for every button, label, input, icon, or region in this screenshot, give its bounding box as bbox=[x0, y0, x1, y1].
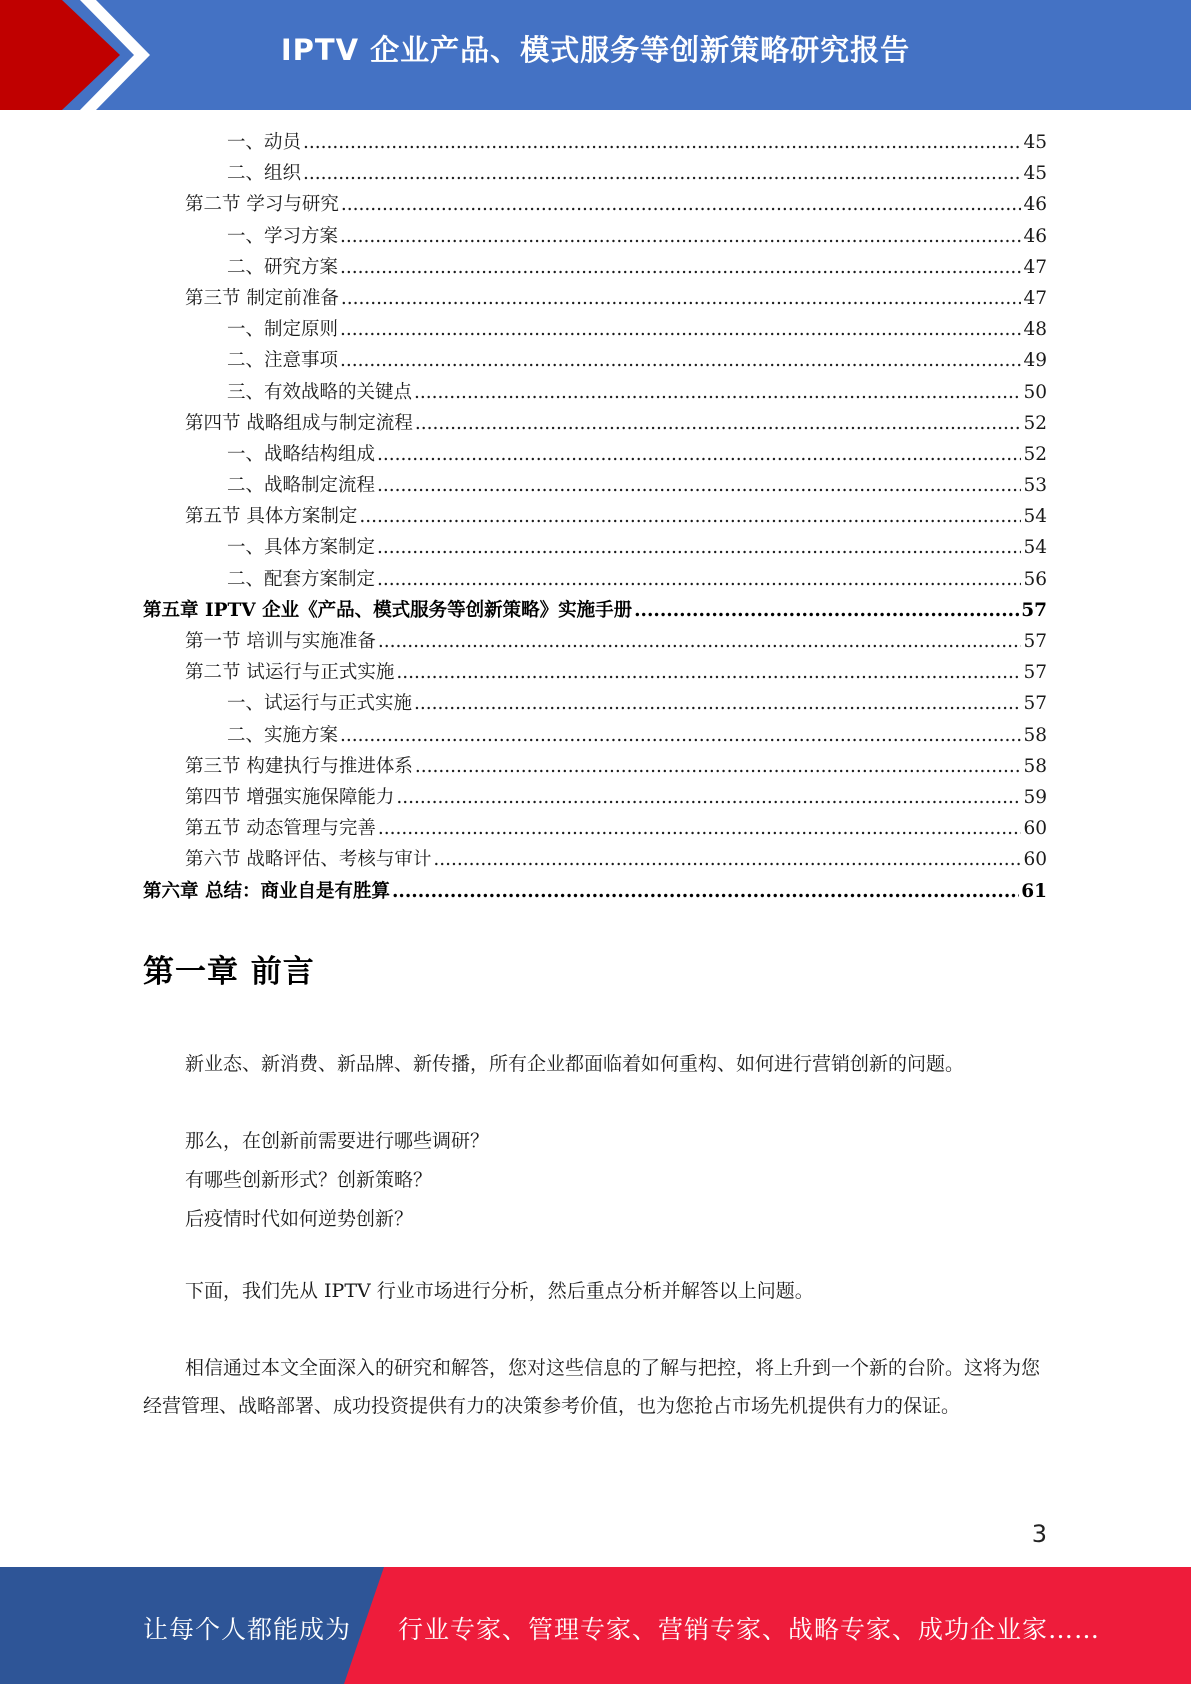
toc-entry-page: 58 bbox=[1023, 724, 1047, 746]
toc-entry-page: 46 bbox=[1023, 194, 1047, 216]
toc-leader-dots bbox=[377, 532, 1021, 563]
toc-entry[interactable] bbox=[143, 532, 1047, 563]
toc-leader-dots bbox=[392, 876, 1019, 907]
toc-entry-page: 46 bbox=[1023, 225, 1047, 247]
footer-slogan-right: 行业专家、管理专家、营销专家、战略专家、成功企业家…… bbox=[398, 1615, 1101, 1644]
toc-entry-label: 一、制定原则 bbox=[227, 319, 339, 341]
toc-leader-dots bbox=[634, 595, 1019, 626]
toc-leader-dots bbox=[340, 720, 1021, 751]
toc-entry-page: 54 bbox=[1023, 506, 1047, 528]
toc-entry[interactable] bbox=[143, 252, 1047, 283]
toc-entry-page: 47 bbox=[1023, 287, 1047, 309]
toc-entry-label: 第三节 构建执行与推进体系 bbox=[185, 755, 413, 777]
toc-entry-label: 第一节 培训与实施准备 bbox=[185, 631, 376, 652]
toc-entry[interactable] bbox=[143, 595, 1047, 626]
toc-entry-page: 57 bbox=[1023, 662, 1047, 684]
analysis-paragraph: 下面，我们先从 IPTV 行业市场进行分析，然后重点分析并解答以上问题。 bbox=[185, 1280, 814, 1302]
toc-entry-label: 第五节 具体方案制定 bbox=[185, 506, 358, 528]
toc-leader-dots bbox=[415, 408, 1022, 439]
question-line: 那么，在创新前需要进行哪些调研？ bbox=[185, 1130, 490, 1152]
toc-leader-dots bbox=[377, 564, 1021, 595]
toc-entry-label: 二、实施方案 bbox=[227, 724, 339, 746]
toc-entry-page: 45 bbox=[1023, 132, 1047, 153]
toc-entry-page: 56 bbox=[1023, 568, 1047, 590]
toc-entry-label: 第四节 战略组成与制定流程 bbox=[185, 412, 413, 434]
toc-entry-label: 一、战略结构组成 bbox=[227, 443, 376, 465]
toc-entry[interactable] bbox=[143, 345, 1047, 376]
toc-entry-label: 第五节 动态管理与完善 bbox=[185, 818, 376, 840]
toc-leader-dots bbox=[377, 470, 1021, 501]
toc-entry-page: 60 bbox=[1023, 849, 1047, 871]
toc-entry[interactable] bbox=[143, 688, 1047, 719]
toc-entry-page: 59 bbox=[1023, 786, 1047, 808]
toc-leader-dots bbox=[341, 189, 1022, 220]
toc-entry-page: 61 bbox=[1021, 880, 1047, 902]
toc-entry-page: 47 bbox=[1023, 256, 1047, 278]
toc-entry-label: 二、战略制定流程 bbox=[227, 475, 376, 497]
toc-entry-label: 一、试运行与正式实施 bbox=[227, 693, 413, 715]
toc-entry-page: 48 bbox=[1023, 319, 1047, 341]
toc-entry-label: 一、具体方案制定 bbox=[227, 537, 376, 559]
toc-entry-page: 58 bbox=[1023, 755, 1047, 777]
conclusion-paragraph: 相信通过本文全面深入的研究和解答，您对这些信息的了解与把控，将上升到一个新的台阶。这将为您经营管理、战略部署、成功投资提供有力的决策参考价值，也为您抢占市场先机提供有力的保证。 bbox=[143, 1357, 1041, 1417]
toc-entry[interactable] bbox=[143, 283, 1047, 314]
toc-leader-dots bbox=[378, 626, 1022, 657]
toc-entry-label: 二、注意事项 bbox=[227, 350, 339, 372]
toc-leader-dots bbox=[340, 345, 1021, 376]
toc-leader-dots bbox=[359, 501, 1021, 532]
toc-leader-dots bbox=[303, 127, 1021, 158]
question-line: 后疫情时代如何逆势创新？ bbox=[185, 1208, 414, 1230]
toc-leader-dots bbox=[340, 314, 1021, 345]
toc-entry[interactable] bbox=[143, 813, 1047, 844]
toc-entry[interactable] bbox=[143, 657, 1047, 688]
toc-leader-dots bbox=[415, 751, 1022, 782]
toc-entry-label: 二、组织 bbox=[227, 163, 302, 185]
toc-entry-label: 一、学习方案 bbox=[227, 225, 339, 247]
toc-entry[interactable] bbox=[143, 844, 1047, 875]
toc-entry[interactable] bbox=[143, 377, 1047, 408]
toc-entry-page: 49 bbox=[1023, 350, 1047, 372]
toc-entry[interactable] bbox=[143, 158, 1047, 189]
toc-leader-dots bbox=[414, 377, 1021, 408]
page-header bbox=[0, 0, 1191, 110]
toc-entry[interactable] bbox=[143, 408, 1047, 439]
intro-paragraph: 新业态、新消费、新品牌、新传播，所有企业都面临着如何重构、如何进行营销创新的问题。 bbox=[185, 1053, 965, 1075]
toc-entry[interactable] bbox=[143, 876, 1047, 907]
toc-entry[interactable] bbox=[143, 221, 1047, 252]
toc-leader-dots bbox=[303, 158, 1021, 189]
table-of-contents bbox=[143, 127, 1047, 907]
toc-leader-dots bbox=[377, 439, 1021, 470]
toc-leader-dots bbox=[396, 657, 1021, 688]
toc-entry[interactable] bbox=[143, 470, 1047, 501]
toc-entry[interactable] bbox=[143, 782, 1047, 813]
toc-entry-label: 第二节 试运行与正式实施 bbox=[185, 662, 395, 684]
toc-entry-page: 50 bbox=[1023, 381, 1047, 403]
toc-entry-label: 第六章 总结：商业自是有胜算 bbox=[143, 880, 390, 902]
toc-entry-label: 第三节 制定前准备 bbox=[185, 287, 339, 309]
toc-leader-dots bbox=[396, 782, 1021, 813]
toc-entry-label: 三、有效战略的关键点 bbox=[227, 381, 413, 403]
toc-entry-label: 第四节 增强实施保障能力 bbox=[185, 786, 395, 808]
header-title: IPTV 企业产品、模式服务等创新策略研究报告 bbox=[280, 33, 911, 67]
toc-leader-dots bbox=[340, 221, 1021, 252]
toc-entry-page: 54 bbox=[1023, 537, 1047, 559]
toc-entry[interactable] bbox=[143, 751, 1047, 782]
toc-entry-page: 52 bbox=[1023, 443, 1047, 465]
toc-entry-label: 第二节 学习与研究 bbox=[185, 194, 339, 216]
toc-leader-dots bbox=[414, 688, 1021, 719]
toc-entry-page: 57 bbox=[1023, 631, 1047, 652]
toc-entry-page: 60 bbox=[1023, 818, 1047, 840]
toc-entry[interactable] bbox=[143, 189, 1047, 220]
toc-entry[interactable] bbox=[143, 314, 1047, 345]
toc-entry[interactable] bbox=[143, 501, 1047, 532]
toc-entry-page: 57 bbox=[1021, 599, 1047, 621]
toc-leader-dots bbox=[340, 252, 1021, 283]
toc-entry[interactable] bbox=[143, 127, 1047, 158]
page-number: 3 bbox=[1031, 1520, 1047, 1548]
toc-entry[interactable] bbox=[143, 626, 1047, 657]
footer-slogan-left: 让每个人都能成为 bbox=[143, 1615, 352, 1644]
toc-entry-label: 二、配套方案制定 bbox=[227, 568, 376, 590]
toc-entry-label: 第六节 战略评估、考核与审计 bbox=[185, 849, 432, 871]
toc-entry[interactable] bbox=[143, 564, 1047, 595]
toc-entry-page: 45 bbox=[1023, 163, 1047, 185]
toc-entry-page: 52 bbox=[1023, 412, 1047, 434]
toc-entry[interactable] bbox=[143, 720, 1047, 751]
toc-entry-page: 57 bbox=[1023, 693, 1047, 715]
toc-entry-label: 第五章 IPTV 企业《产品、模式服务等创新策略》实施手册 bbox=[143, 599, 633, 621]
toc-leader-dots bbox=[433, 844, 1021, 875]
chapter-title: 第一章 前言 bbox=[143, 954, 315, 990]
toc-leader-dots bbox=[341, 283, 1022, 314]
toc-entry-page: 53 bbox=[1023, 475, 1047, 497]
page-footer bbox=[0, 1567, 1191, 1684]
toc-leader-dots bbox=[378, 813, 1022, 844]
toc-entry[interactable] bbox=[143, 439, 1047, 470]
toc-entry-label: 二、研究方案 bbox=[227, 256, 339, 278]
toc-entry-label: 一、动员 bbox=[227, 132, 302, 153]
question-line: 有哪些创新形式？创新策略？ bbox=[185, 1169, 433, 1191]
